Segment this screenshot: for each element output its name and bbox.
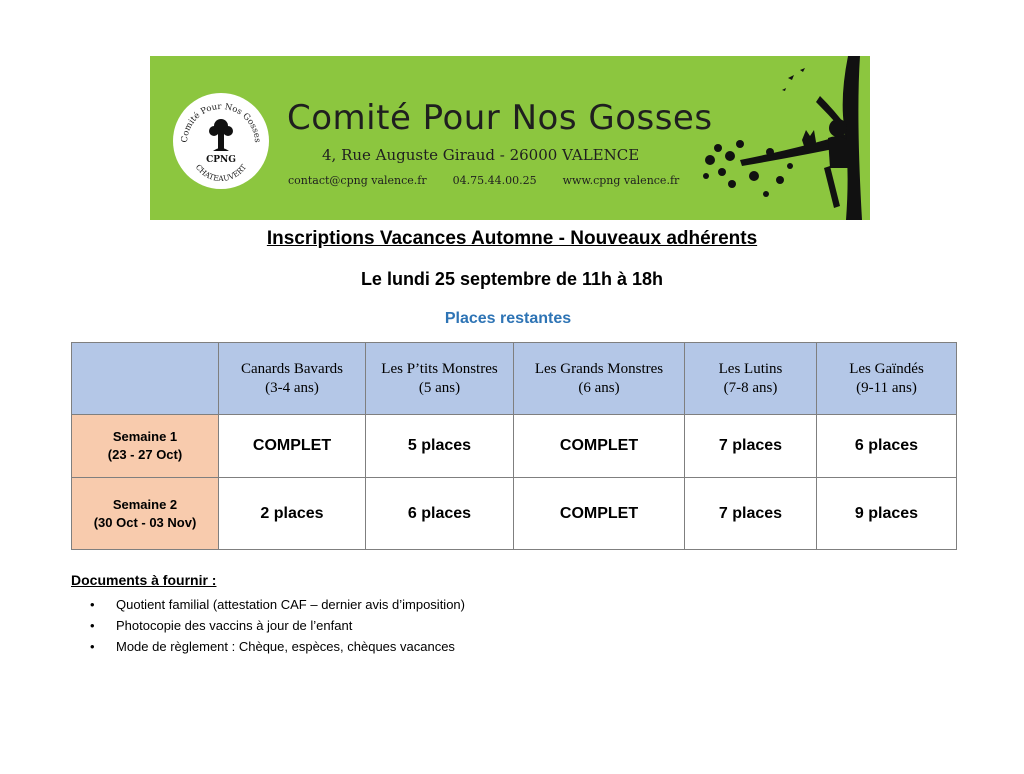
contact-phone: 04.75.44.00.25 <box>452 174 537 187</box>
table-cell: 6 places <box>366 478 514 550</box>
contact-website: www.cpng valence.fr <box>562 174 680 187</box>
table-row <box>72 478 957 550</box>
table-cell: 7 places <box>685 415 817 478</box>
places-heading: Places restantes <box>444 310 572 327</box>
column-header: Les Gaïndés (9-11 ans) <box>817 343 957 415</box>
list-item: • Quotient familial (attestation CAF – dernier avis d’imposition) <box>88 594 465 615</box>
list-item: • Mode de règlement : Chèque, espèces, chèques vacances <box>88 636 465 657</box>
table-cell: COMPLET <box>219 415 366 478</box>
table-cell: 5 places <box>366 415 514 478</box>
page-title: Inscriptions Vacances Automne - Nouveaux adhérents <box>266 228 758 249</box>
places-table <box>71 342 957 550</box>
documents-list <box>88 594 465 657</box>
column-header: Les Grands Monstres (6 ans) <box>514 343 685 415</box>
list-item: • Photocopie des vaccins à jour de l’enfant <box>88 615 465 636</box>
table-header-row <box>72 343 957 415</box>
table-cell: 7 places <box>685 478 817 550</box>
table-cell: COMPLET <box>514 415 685 478</box>
svg-text:CPNG: CPNG <box>206 155 236 165</box>
table-cell: 6 places <box>817 415 957 478</box>
table-cell: COMPLET <box>514 478 685 550</box>
column-header: Canards Bavards (3-4 ans) <box>219 343 366 415</box>
column-header: Les P’tits Monstres (5 ans) <box>366 343 514 415</box>
svg-text:Comité Pour Nos Gosses: Comité Pour Nos Gosses <box>179 101 263 144</box>
tree-silhouette-illustration <box>670 56 870 220</box>
association-address: 4, Rue Auguste Giraud - 26000 VALENCE <box>322 146 640 164</box>
table-cell: 2 places <box>219 478 366 550</box>
contact-line <box>288 174 679 187</box>
header-banner <box>150 56 870 220</box>
association-name: Comité Pour Nos Gosses <box>287 98 713 138</box>
registration-date: Le lundi 25 septembre de 11h à 18h <box>360 269 664 289</box>
corner-cell <box>72 343 219 415</box>
row-header: Semaine 1 (23 - 27 Oct) <box>72 415 219 478</box>
contact-email: contact@cpng valence.fr <box>288 174 427 187</box>
table-cell: 9 places <box>817 478 957 550</box>
table-row <box>72 415 957 478</box>
documents-title: Documents à fournir : <box>71 572 217 588</box>
svg-text:CHATEAUVERT: CHATEAUVERT <box>193 162 249 184</box>
association-logo <box>173 93 269 189</box>
column-header: Les Lutins (7-8 ans) <box>685 343 817 415</box>
row-header: Semaine 2 (30 Oct - 03 Nov) <box>72 478 219 550</box>
